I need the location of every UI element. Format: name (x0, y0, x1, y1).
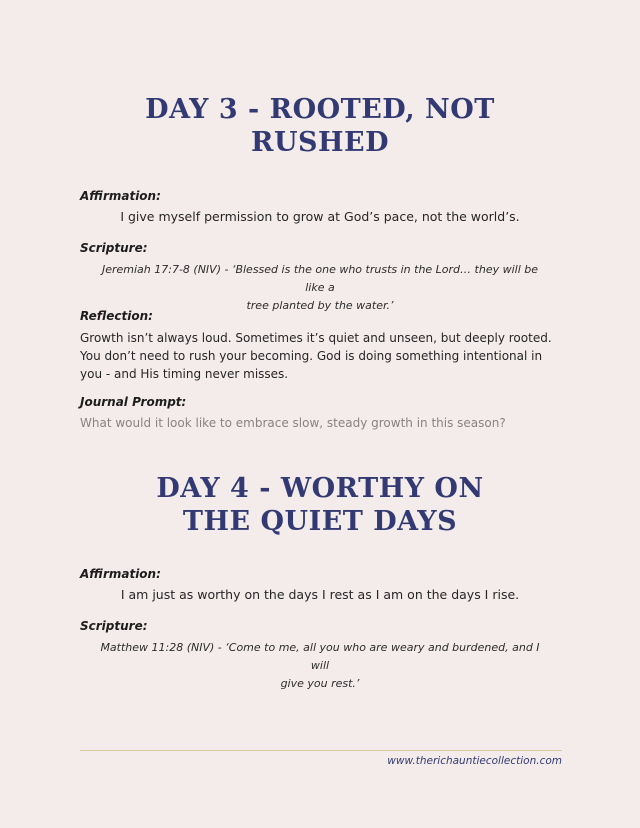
day4-scripture-label: Scripture: (80, 619, 148, 633)
day3-title-line1: DAY 3 - ROOTED, NOT (145, 94, 495, 125)
day4-title (80, 472, 560, 538)
day3-journal-label: Journal Prompt: (80, 395, 187, 409)
footer-divider (80, 750, 562, 751)
day3-scripture (96, 261, 544, 315)
day3-journal-prompt: What would it look like to embrace slow, steady growth in this season? (80, 416, 506, 430)
day3-affirmation-label: Affirmation: (80, 189, 161, 203)
day4-title-line2: THE QUIET DAYS (182, 506, 458, 537)
day4-scripture-line2: give you rest.’ (280, 677, 360, 690)
day3-scripture-line2: tree planted by the water.’ (246, 299, 394, 312)
day4-scripture (96, 639, 544, 693)
day3-title-line2: RUSHED (251, 127, 389, 158)
day4-title-line1: DAY 4 - WORTHY ON (156, 473, 484, 504)
day3-reflection-label: Reflection: (80, 309, 153, 323)
day3-scripture-label: Scripture: (80, 241, 148, 255)
footer-website-link[interactable]: www.therichauntiecollection.com (387, 755, 562, 767)
day3-affirmation: I give myself permission to grow at God’s pace, not the world’s. (120, 209, 520, 224)
day4-affirmation: I am just as worthy on the days I rest as I am on the days I rise. (120, 587, 520, 602)
day4-affirmation-label: Affirmation: (80, 567, 161, 581)
day3-scripture-line1: Jeremiah 17:7-8 (NIV) - ‘Blessed is the one who trusts in the Lord… they will be like a (101, 263, 539, 294)
day3-title (80, 93, 560, 159)
day4-scripture-line1: Matthew 11:28 (NIV) - ‘Come to me, all you who are weary and burdened, and I will (100, 641, 540, 672)
day3-reflection: Growth isn’t always loud. Sometimes it’s quiet and unseen, but deeply rooted. You don’t need to rush your becoming. God is doing something intentional in you - and His timing never misses. (80, 331, 552, 381)
